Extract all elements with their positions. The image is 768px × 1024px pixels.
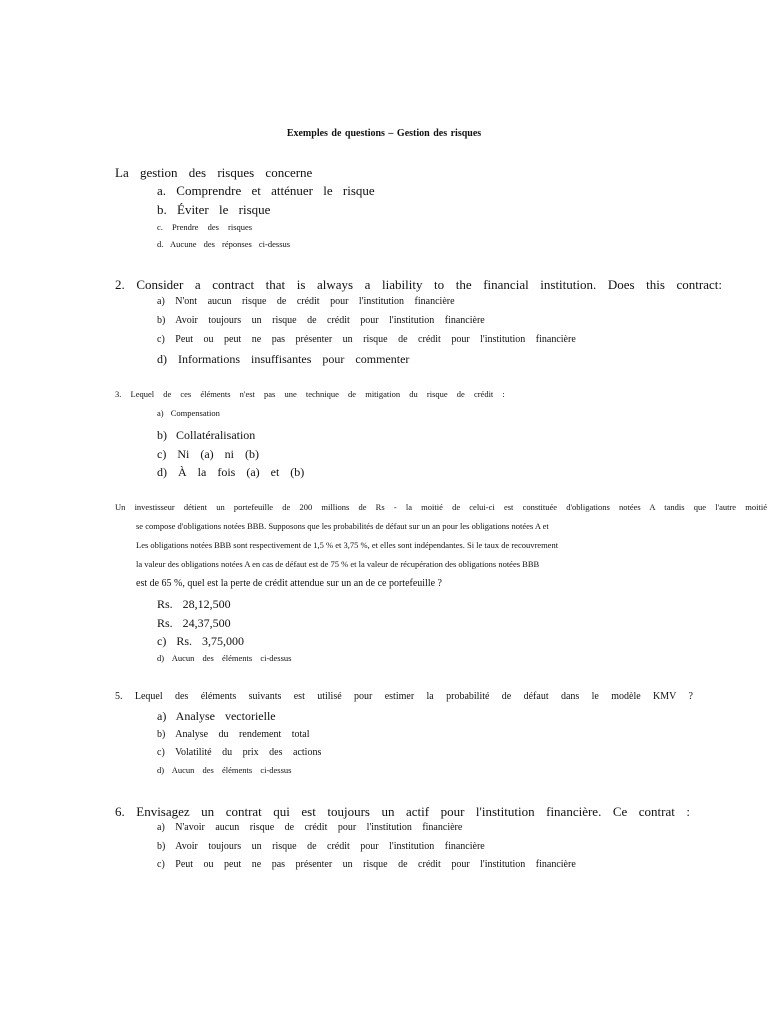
question-6-option-b: b) Avoir toujours un risque de crédit pour l'institution financière [157,841,485,852]
question-4-option-c: c) Rs. 3,75,000 [157,634,244,648]
question-4-stem-line-2: se compose d'obligations notées BBB. Supposons que les probabilités de défaut sur un an pour les obligations notées A et [136,521,549,531]
question-3-option-d: d) À la fois (a) et (b) [157,465,305,479]
question-4-option-d: d) Aucun des éléments ci-dessus [157,653,292,663]
question-4-stem-line-5: est de 65 %, quel est la perte de crédit attendue sur un an de ce portefeuille ? [136,578,442,589]
question-2-option-d: d) Informations insuffisantes pour commenter [157,352,410,366]
question-2-stem: 2. Consider a contract that is always a liability to the financial institution. Does this contract: [115,277,722,292]
question-3-stem: 3. Lequel de ces éléments n'est pas une technique de mitigation du risque de crédit : [115,389,505,399]
question-4-stem-line-3: Les obligations notées BBB sont respectivement de 1,5 % et 3,75 %, et elles sont indépendantes. Si le taux de recouvrement [136,540,559,550]
question-1-option-c: c. Prendre des risques [157,222,253,232]
question-1-stem: La gestion des risques concerne [115,165,313,180]
question-5-option-d: d) Aucun des éléments ci-dessus [157,765,292,775]
question-4-stem-line-1: Un investisseur détient un portefeuille de 200 millions de Rs - la moitié de celui-ci est constituée d'obligations notées A tandis que l'autre moitié [115,502,767,512]
question-6-option-a: a) N'avoir aucun risque de crédit pour l'institution financière [157,822,463,833]
question-1-option-a: a. Comprendre et atténuer le risque [157,183,375,198]
question-4-stem-line-4: la valeur des obligations notées A en cas de défaut est de 75 % et la valeur de récupération des obligations notées BBB [136,559,540,569]
question-3-option-a: a) Compensation [157,408,220,418]
question-5-option-a: a) Analyse vectorielle [157,709,276,723]
question-2-option-b: b) Avoir toujours un risque de crédit pour l'institution financière [157,315,485,326]
question-5-option-b: b) Analyse du rendement total [157,729,310,740]
question-6-stem: 6. Envisagez un contrat qui est toujours un actif pour l'institution financière. Ce contrat : [115,804,690,819]
question-6-option-c: c) Peut ou peut ne pas présenter un risque de crédit pour l'institution financière [157,859,576,870]
question-2-option-a: a) N'ont aucun risque de crédit pour l'institution financière [157,296,455,307]
page-title: Exemples de questions – Gestion des risques [286,128,482,139]
question-4-option-a: Rs. 28,12,500 [157,597,231,611]
question-1-option-d: d. Aucune des réponses ci-dessus [157,239,291,249]
question-3-option-c: c) Ni (a) ni (b) [157,447,259,461]
question-2-option-c: c) Peut ou peut ne pas présenter un risque de crédit pour l'institution financière [157,334,576,345]
question-4-option-b: Rs. 24,37,500 [157,616,231,630]
question-3-option-b: b) Collatéralisation [157,428,256,442]
question-1-option-b: b. Éviter le risque [157,202,271,217]
question-5-stem: 5. Lequel des éléments suivants est utilisé pour estimer la probabilité de défaut dans le modèle KMV ? [115,691,693,702]
question-5-option-c: c) Volatilité du prix des actions [157,747,322,758]
